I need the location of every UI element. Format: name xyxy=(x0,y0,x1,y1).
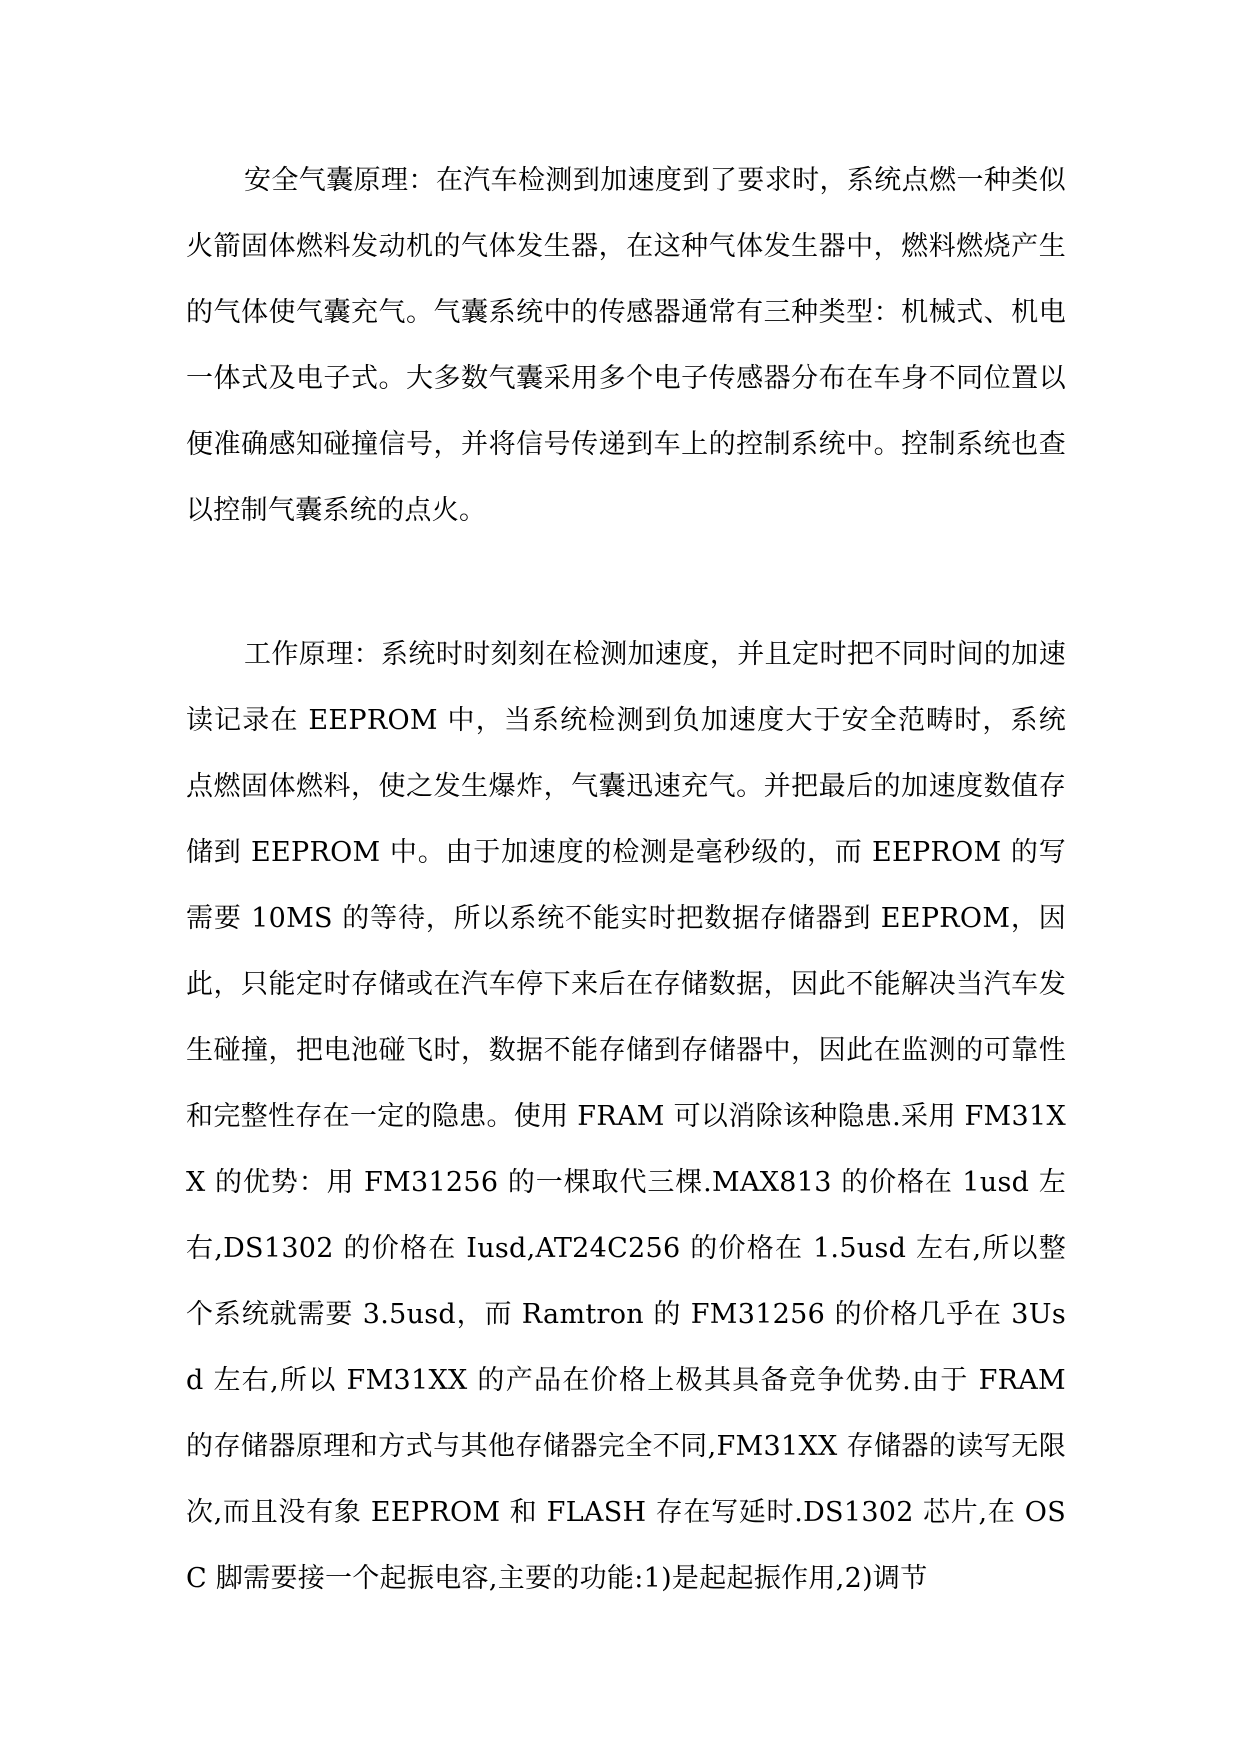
working-principle-paragraph: 工作原理：系统时时刻刻在检测加速度，并且定时把不同时间的加速读记录在 EEPROM 中，当系统检测到负加速度大于安全范畴时，系统点燃固体燃料，使之发生爆炸，气囊迅速充气。并把最后的加速度数值存储到 EEPROM 中。由于加速度的检测是毫秒级的，而 EEPROM 的写需要 10MS 的等待，所以系统不能实时把数据存储器到 EEPROM，因此，只能定时存储或在汽车停下来后在存储数据，因此不能解决当汽车发生碰撞，把电池碰飞时，数据不能存储到存储器中，因此在监测的可靠性和完整性存在一定的隐患。使用 FRAM 可以消除该种隐患.采用 FM31XX 的优势：用 FM31256 的一棵取代三棵.MAX813 的价格在 1usd 左右,DS1302 的价格在 Iusd,AT24C256 的价格在 1.5usd 左右,所以整个系统就需要 3.5usd，而 Ramtron 的 FM31256 的价格几乎在 3Usd 左右,所以 FM31XX 的产品在价格上极其具备竞争优势.由于 FRAM 的存储器原理和方式与其他存储器完全不同,FM31XX 存储器的读写无限次,而且没有象 EEPROM 和 FLASH 存在写延时.DS1302 芯片,在 OSC 脚需要接一个起振电容,主要的功能:1)是起起振作用,2)调节 xyxy=(186,639,1066,1594)
airbag-principle-paragraph: 安全气囊原理：在汽车检测到加速度到了要求时，系统点燃一种类似火箭固体燃料发动机的气体发生器，在这种气体发生器中，燃料燃烧产生的气体使气囊充气。气囊系统中的传感器通常有三种类型：机械式、机电一体式及电子式。大多数气囊采用多个电子传感器分布在车身不同位置以便准确感知碰撞信号，并将信号传递到车上的控制系统中。控制系统也查以控制气囊系统的点火。 xyxy=(186,165,1066,526)
